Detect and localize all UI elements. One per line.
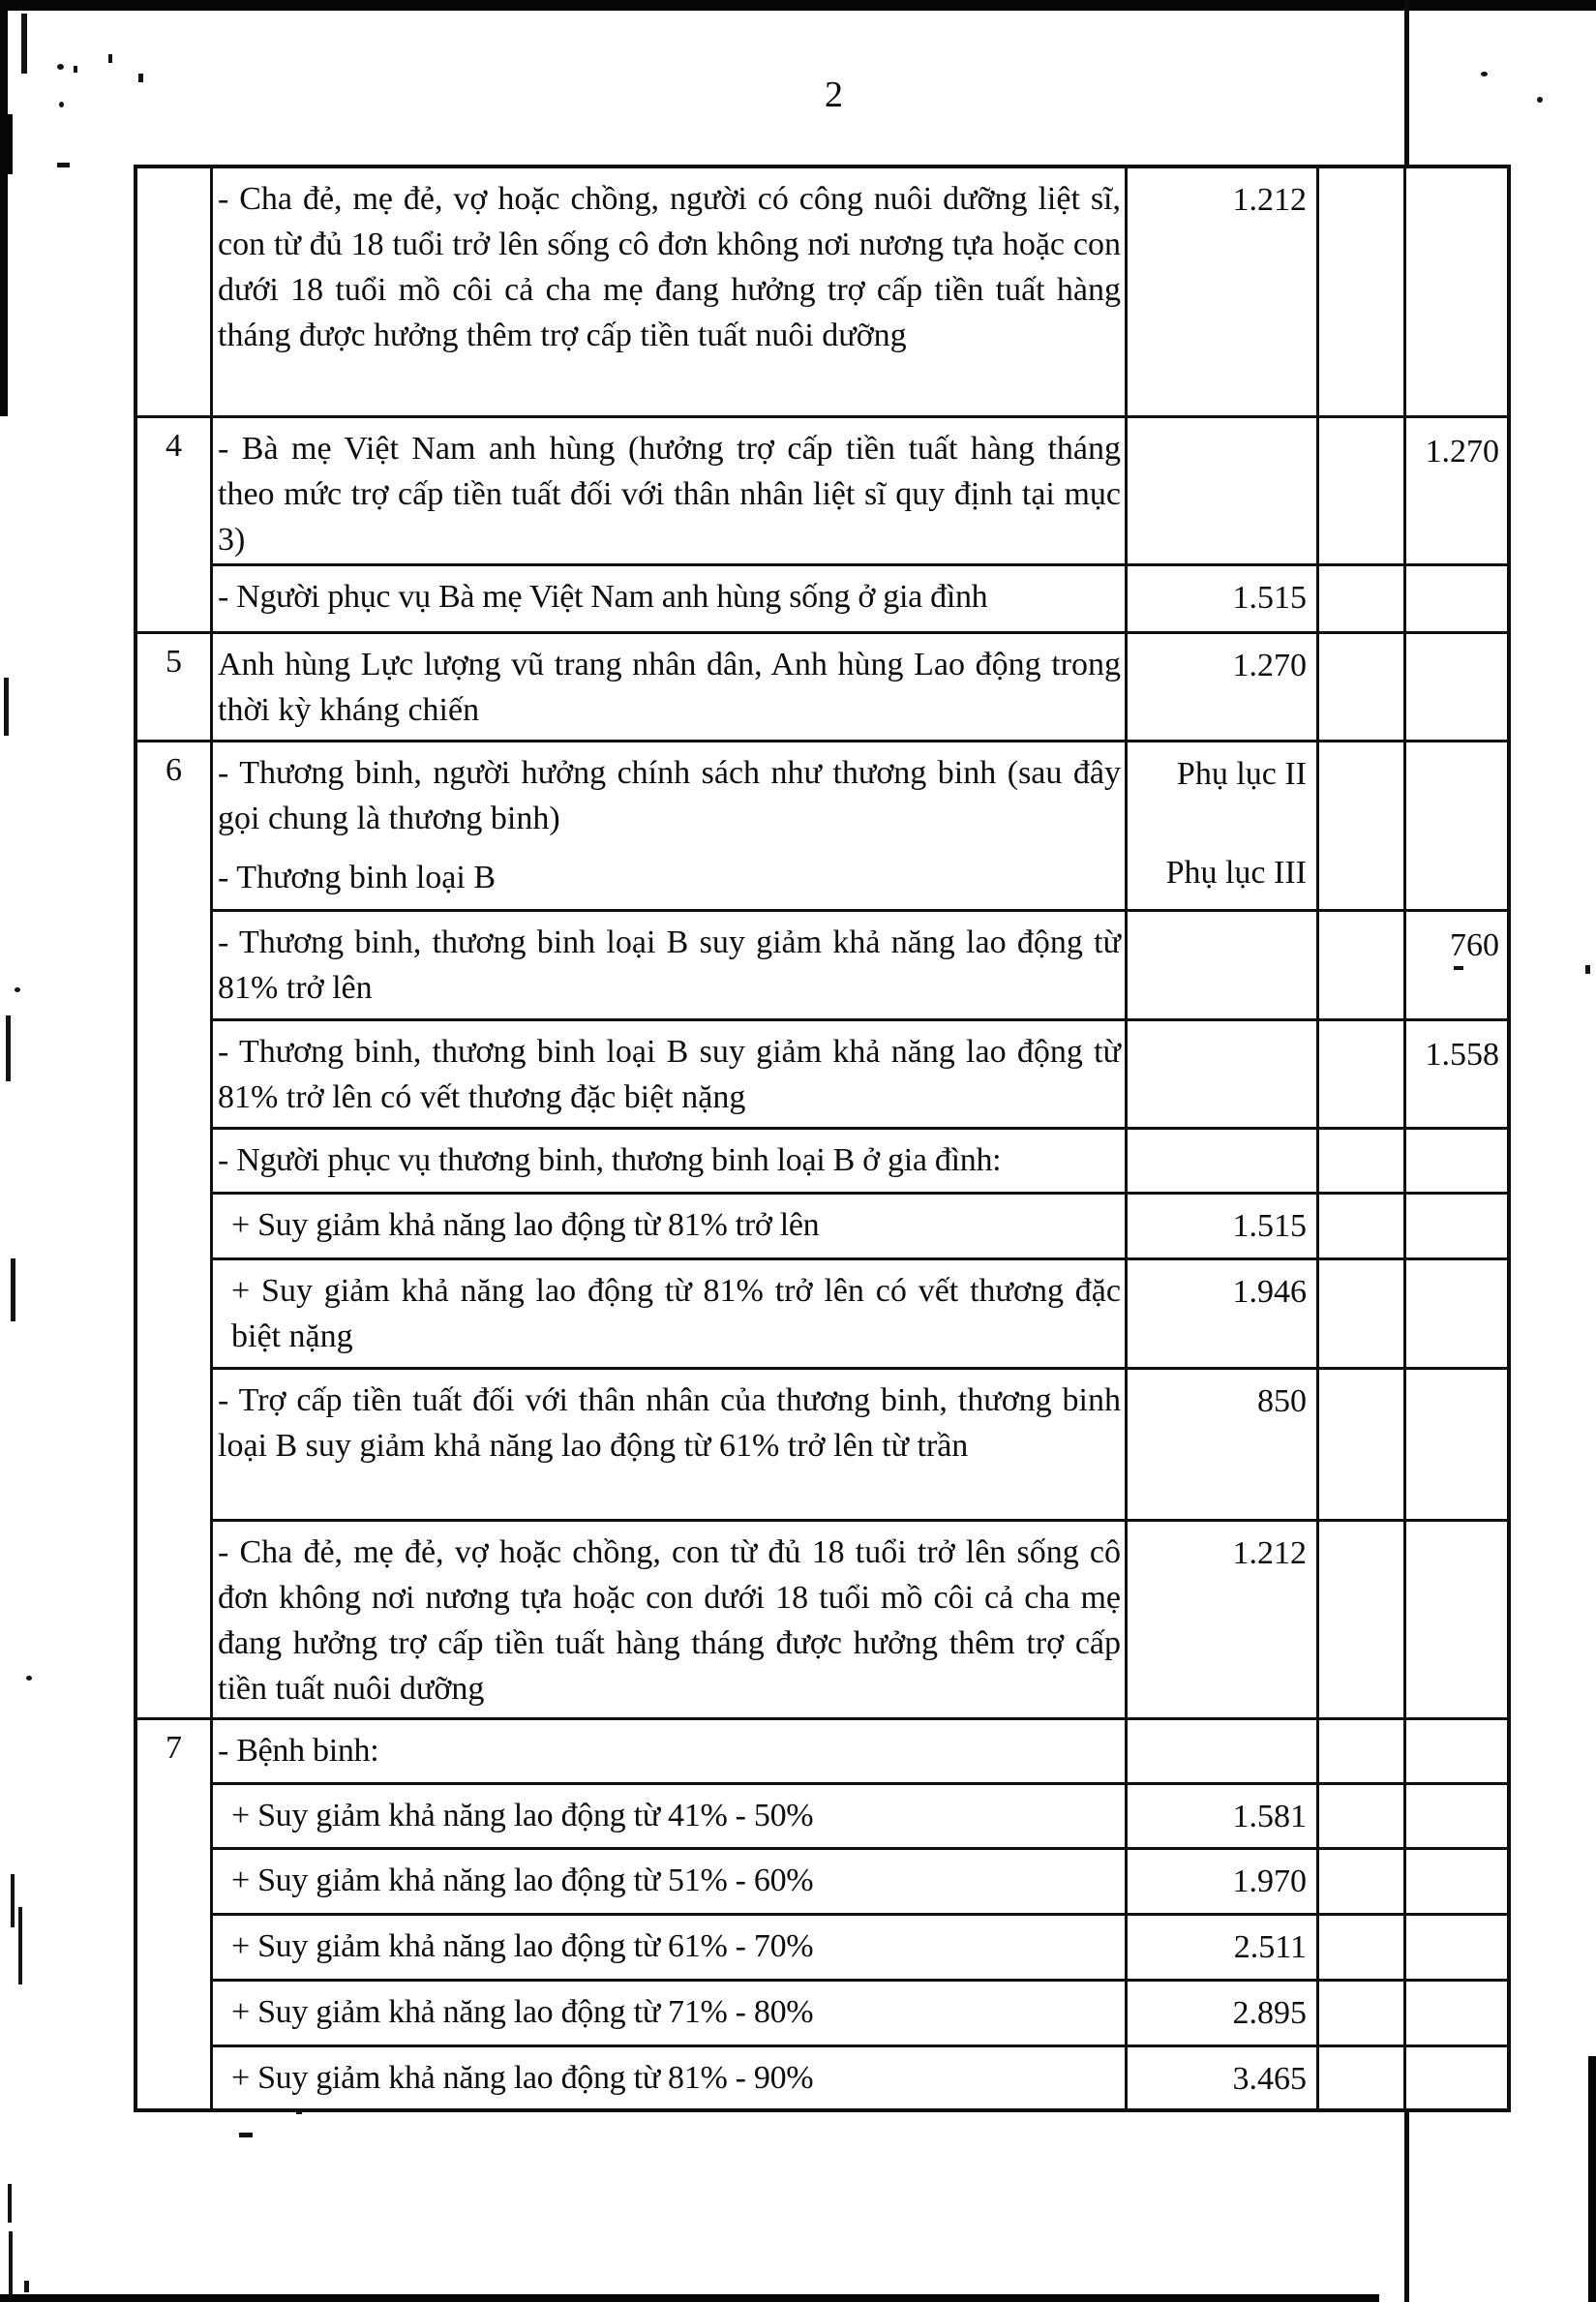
row-amount-right (1406, 1127, 1507, 1192)
row-amount: 1.515 (1232, 1208, 1307, 1244)
row-description-text: + Suy giảm khả năng lao động từ 61% - 70% (231, 1928, 814, 1964)
row-empty-column (1319, 168, 1406, 415)
scan-mark (74, 66, 77, 73)
page-number: 2 (825, 75, 843, 115)
row-empty-column (1319, 1913, 1406, 1979)
scan-mark (59, 102, 64, 107)
scan-mark (15, 987, 20, 992)
table-row (137, 1519, 1507, 1717)
row-amount: 1.946 (1232, 1274, 1307, 1310)
row-amount: 2.895 (1232, 1995, 1307, 2031)
scan-mark (24, 2281, 29, 2292)
scan-edge-right (1588, 2056, 1596, 2302)
row-amount-right (1406, 563, 1507, 631)
row-amount-right (1406, 1979, 1507, 2045)
row-empty-column (1319, 740, 1406, 909)
row-amount-right (1406, 1913, 1507, 1979)
row-description (213, 415, 1128, 563)
table-row (137, 1018, 1507, 1127)
row-description (213, 1782, 1128, 1847)
row-amount: 1.270 (1232, 648, 1307, 683)
scan-mark (296, 2110, 302, 2114)
row-amount-column (1128, 415, 1319, 563)
scan-mark (21, 14, 27, 74)
row-description (213, 168, 1128, 415)
row-amount-right: 1.558 (1406, 1018, 1507, 1127)
row-amount-right: 1.270 (1406, 415, 1507, 563)
row-number (137, 1127, 213, 1192)
row-amount-right (1406, 631, 1507, 740)
row-amount-column (1128, 1018, 1319, 1127)
row-amount-column (1128, 1192, 1319, 1257)
row-description (213, 631, 1128, 740)
row-description-text: - Thương binh, thương binh loại B suy giảm khả năng lao động từ 81% trở lên có vết thương đặc biệt nặng (218, 1034, 1121, 1115)
row-description (213, 563, 1128, 631)
row-description (213, 909, 1128, 1018)
row-amount-column (1128, 2045, 1319, 2108)
table-row (137, 168, 1507, 415)
row-amount-column (1128, 1847, 1319, 1913)
row-amount: 850 (1257, 1383, 1307, 1419)
table-row (137, 1192, 1507, 1257)
table-row (137, 1979, 1507, 2045)
row-empty-column (1319, 1127, 1406, 1192)
row-amount-column (1128, 1717, 1319, 1782)
row-number (137, 563, 213, 631)
row-description-text: - Thương binh, thương binh loại B suy giảm khả năng lao động từ 81% trở lên (218, 924, 1121, 1006)
row-amount-right (1406, 740, 1507, 909)
row-amount: 1.581 (1232, 1799, 1307, 1834)
row-empty-column (1319, 631, 1406, 740)
row-description-text: - Bệnh binh: (218, 1733, 379, 1769)
row-description-text: + Suy giảm khả năng lao động từ 81% trở lên (231, 1207, 820, 1243)
row-number (137, 1979, 213, 2045)
row-amount: 1.970 (1232, 1863, 1307, 1899)
row-amount: 1.212 (1232, 182, 1307, 218)
row-amount-right (1406, 1782, 1507, 1847)
row-number (137, 909, 213, 1018)
row-number (137, 1519, 213, 1717)
scan-mark (6, 1015, 11, 1081)
row-number: 7 (137, 1717, 213, 1782)
row-amount-right (1406, 168, 1507, 415)
row-empty-column (1319, 1367, 1406, 1519)
row-amount-2: Phụ lục III (1165, 855, 1307, 891)
table-row (137, 631, 1507, 740)
scan-mark (9, 2231, 13, 2294)
row-amount-column (1128, 563, 1319, 631)
row-description-text: + Suy giảm khả năng lao động từ 81% trở lên có vết thương đặc biệt nặng (231, 1273, 1121, 1354)
scan-edge-top (0, 0, 1596, 11)
table-row (137, 1847, 1507, 1913)
scan-mark (11, 1874, 15, 1927)
scan-mark (57, 64, 64, 70)
row-amount-column (1128, 631, 1319, 740)
scan-mark (1454, 966, 1463, 970)
row-amount-column (1128, 740, 1319, 909)
row-amount: 3.465 (1232, 2061, 1307, 2097)
row-empty-column (1319, 2045, 1406, 2108)
row-description (213, 1913, 1128, 1979)
scan-mark (1537, 97, 1543, 103)
table-row (137, 1913, 1507, 1979)
row-amount-right (1406, 2045, 1507, 2108)
scan-mark (1481, 72, 1488, 76)
row-empty-column (1319, 1847, 1406, 1913)
row-amount-column (1128, 168, 1319, 415)
row-description (213, 1979, 1128, 2045)
row-description-text: + Suy giảm khả năng lao động từ 41% - 50% (231, 1798, 814, 1833)
scan-mark (108, 54, 112, 63)
row-number (137, 1847, 213, 1913)
row-number: 4 (137, 415, 213, 563)
row-number: 5 (137, 631, 213, 740)
row-amount-column (1128, 1979, 1319, 2045)
row-number (137, 168, 213, 415)
row-empty-column (1319, 563, 1406, 631)
row-amount-column (1128, 1367, 1319, 1519)
table-row (137, 740, 1507, 909)
row-description-text: - Trợ cấp tiền tuất đối với thân nhân của thương binh, thương binh loại B suy giảm khả năng lao động từ 61% trở lên từ trần (218, 1382, 1121, 1464)
row-number (137, 1018, 213, 1127)
scan-edge-left (0, 0, 8, 416)
scan-mark (18, 1907, 22, 1984)
scan-mark (26, 1676, 32, 1681)
row-empty-column (1319, 1257, 1406, 1367)
row-description-text: - Người phục vụ thương binh, thương binh loại B ở gia đình: (218, 1142, 1002, 1178)
row-description-text: - Thương binh, người hưởng chính sách như thương binh (sau đây gọi chung là thương binh) (218, 755, 1121, 836)
row-amount: 2.511 (1233, 1929, 1307, 1965)
row-empty-column (1319, 1717, 1406, 1782)
table-row (137, 909, 1507, 1018)
row-amount-column (1128, 1257, 1319, 1367)
row-empty-column (1319, 1018, 1406, 1127)
row-number: 6 (137, 740, 213, 909)
row-description-text: - Cha đẻ, mẹ đẻ, vợ hoặc chồng, con từ đủ 18 tuổi trở lên sống cô đơn không nơi nương tựa hoặc con dưới 18 tuổi mồ côi cả cha mẹ đang hưởng trợ cấp tiền tuất hàng tháng được hưởng thêm trợ cấp tiền tuất nuôi dưỡng (218, 1534, 1121, 1707)
row-description (213, 2045, 1128, 2108)
table-row (137, 1367, 1507, 1519)
table-row (137, 1717, 1507, 1782)
row-amount: 1.212 (1232, 1535, 1307, 1571)
row-amount-right (1406, 1192, 1507, 1257)
row-amount-column (1128, 1782, 1319, 1847)
row-empty-column (1319, 1782, 1406, 1847)
row-description-text: + Suy giảm khả năng lao động từ 81% - 90% (231, 2060, 814, 2096)
row-description-text: - Người phục vụ Bà mẹ Việt Nam anh hùng sống ở gia đình (218, 579, 988, 615)
row-number (137, 1367, 213, 1519)
table-row (137, 1127, 1507, 1192)
row-amount-right (1406, 1847, 1507, 1913)
table-row (137, 563, 1507, 631)
row-empty-column (1319, 1192, 1406, 1257)
row-amount-column (1128, 909, 1319, 1018)
row-number (137, 1257, 213, 1367)
table-row (137, 415, 1507, 563)
row-description-text: + Suy giảm khả năng lao động từ 51% - 60% (231, 1863, 814, 1898)
row-description (213, 1519, 1128, 1717)
allowance-table (134, 165, 1511, 2112)
row-number (137, 1782, 213, 1847)
row-description (213, 1192, 1128, 1257)
row-empty-column (1319, 1519, 1406, 1717)
row-amount: Phụ lục II (1176, 756, 1307, 792)
row-description (213, 740, 1128, 909)
scan-edge-bottom (0, 2294, 1379, 2302)
row-description (213, 1717, 1128, 1782)
scan-mark (11, 1258, 15, 1321)
row-amount-column (1128, 1519, 1319, 1717)
row-empty-column (1319, 1979, 1406, 2045)
row-amount-right (1406, 1367, 1507, 1519)
scan-mark (1585, 965, 1590, 974)
row-amount-right (1406, 1519, 1507, 1717)
row-amount-column (1128, 1913, 1319, 1979)
row-amount-right (1406, 1257, 1507, 1367)
row-amount-right: 760 (1406, 909, 1507, 1018)
scan-mark (8, 2184, 12, 2223)
row-amount-right (1406, 1717, 1507, 1782)
row-description-text: - Bà mẹ Việt Nam anh hùng (hưởng trợ cấp tiền tuất hàng tháng theo mức trợ cấp tiền tuất đối với thân nhân liệt sĩ quy định tại mục 3) (218, 431, 1121, 558)
scan-edge-left-blob (0, 114, 13, 174)
row-description-text: Anh hùng Lực lượng vũ trang nhân dân, Anh hùng Lao động trong thời kỳ kháng chiến (218, 647, 1121, 728)
row-description (213, 1018, 1128, 1127)
table-row (137, 1782, 1507, 1847)
table-row (137, 2045, 1507, 2108)
row-description-text-2: - Thương binh loại B (218, 860, 496, 895)
row-description (213, 1257, 1128, 1367)
row-amount-column (1128, 1127, 1319, 1192)
row-number (137, 1913, 213, 1979)
row-description-text: + Suy giảm khả năng lao động từ 71% - 80% (231, 1994, 814, 2030)
scan-mark (138, 74, 143, 82)
row-amount: 1.515 (1232, 580, 1307, 616)
row-empty-column (1319, 909, 1406, 1018)
row-number (137, 2045, 213, 2108)
scan-mark (57, 163, 70, 167)
row-description (213, 1367, 1128, 1519)
row-description (213, 1127, 1128, 1192)
table-row (137, 1257, 1507, 1367)
row-number (137, 1192, 213, 1257)
scan-mark (4, 678, 9, 736)
row-empty-column (1319, 415, 1406, 563)
row-description-text: - Cha đẻ, mẹ đẻ, vợ hoặc chồng, người có công nuôi dưỡng liệt sĩ, con từ đủ 18 tuổi trở lên sống cô đơn không nơi nương tựa hoặc con dưới 18 tuổi mồ côi cả cha mẹ đang hưởng trợ cấp tiền tuất hàng tháng được hưởng thêm trợ cấp tiền tuất nuôi dưỡng (218, 181, 1121, 353)
scan-mark (239, 2133, 253, 2137)
row-description (213, 1847, 1128, 1913)
